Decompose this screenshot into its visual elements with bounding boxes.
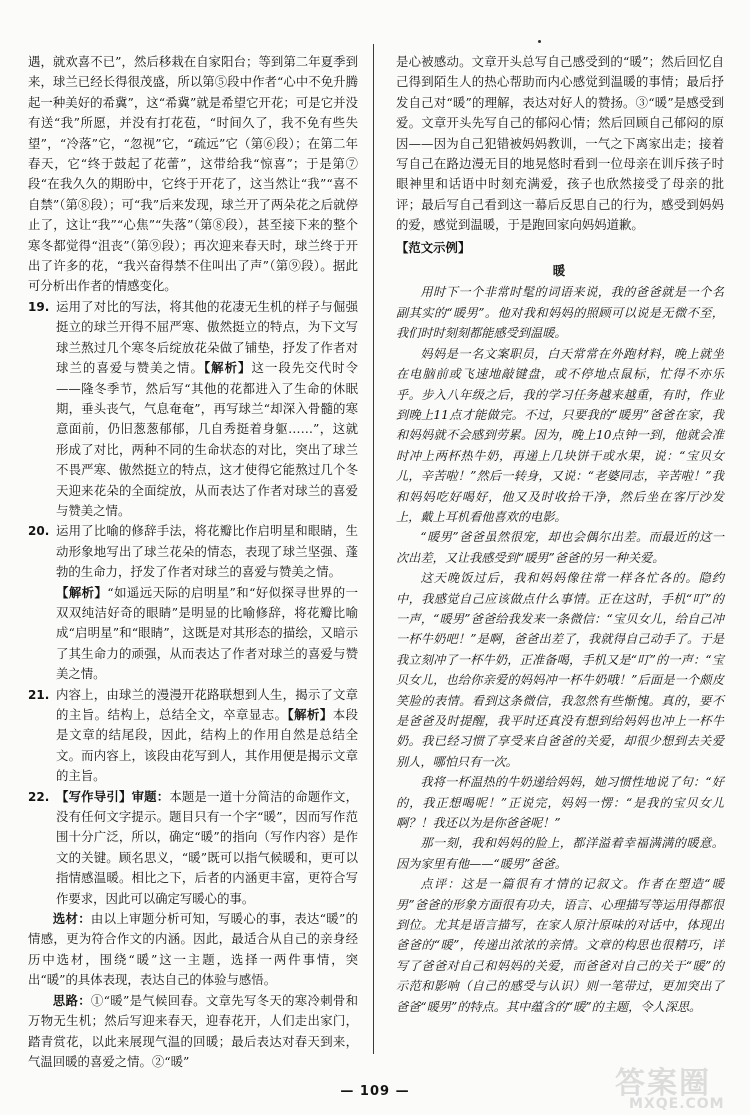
section-title: 【范文示例】	[396, 239, 471, 255]
question-number: 22.	[28, 789, 50, 804]
essay-paragraph: “暖男”爸爸虽然很宠，却也会偶尔出差。而最近的这一次出差，又让我感受到“暖男”爸爸的另一种关爱。	[396, 530, 724, 565]
essay-paragraph: 那一刻，我和妈妈的脸上，都洋溢着幸福满满的暖意。因为家里有他——“暖男”爸爸。	[396, 836, 724, 871]
analysis-tag: 【解析】	[287, 707, 333, 722]
question-number: 21.	[28, 687, 50, 702]
question-body	[56, 787, 358, 909]
analysis-text: 本段是文章的结尾段，因此，结构上的作用自然是总结全文。而内容上，该段由花写到人，其作用便是揭示文章的主旨。	[56, 707, 359, 784]
column-divider	[373, 44, 374, 1054]
comment-paragraph	[396, 874, 724, 1017]
essay-paragraph: 这天晚饭过后，我和妈妈像往常一样各忙各的。隐约中，我感觉自己应该做点什么事情。正在这时，手机“叮”的一声，“暖男”爸爸给我发来一条微信：“宝贝女儿，给自己冲一杯牛奶吧！”是啊，爸爸出差了，我就得自己动手了。于是我立刻冲了一杯牛奶，正准备喝，手机又是“叮”的一声：“宝贝女儿，也给你亲爱的妈妈冲一杯牛奶哦！”后面是一个颇皮笑脸的表情。看到这条微信，我忽然有些惭愧。真的，要不是爸爸及时提醒，我平时还真没有想到给妈妈也冲上一杯牛奶。我已经习惯了享受来自爸爸的关爱，却很少想到去关爱别人，哪怕只有一次。	[396, 571, 724, 769]
approach-continued: 是心被感动。文章开头总写自己感受到的“暖”；然后回忆自己得到陌生人的热心帮助而内心感觉到温暖的事情；最后抒发自己对“暖”的理解，表达对好人的赞扬。③“暖”是感受到爱。文章开头先写自己的郁闷心情；然后回顾自己郁闷的原因——因为自己犯错被妈妈教训，一气之下离家出走；接着写自己在路边漫无目的地晃悠时看到一位母亲在训斥孩子时眼神里和话语中时刻充满爱，孩子也欣然接受了母亲的批评；最后写自己看到这一幕后反思自己的行为，感受到妈妈的爱，感觉到温暖，于是跑回家向妈妈道歉。	[396, 54, 724, 233]
answer-text: 运用了比喻的修辞手法，将花瓣比作启明星和眼睛，生动形象地写出了球兰花朵的情态，表现了球兰坚强、蓬勃的生命力，抒发了作者对球兰的喜爱与赞美之情。	[56, 523, 358, 580]
page-number: — 109 —	[340, 1084, 410, 1099]
watermark-sub: MXQE.COM	[629, 1096, 725, 1112]
watermark-main: 答案圈	[615, 1066, 711, 1101]
answer-text: 内容上，由球兰的漫漫开花路联想到人生，揭示了文章的主旨。结构上，总结全文，卒章显志。	[56, 686, 358, 722]
answer-text: 运用了对比的写法，将其他的花凄无生机的样子与倔强挺立的球兰开得不屈严寒、傲然挺立的特点，为下文写球兰熬过几个寒冬后绽放花朵做了铺垫，抒发了作者对球兰的喜爱与赞美之情。	[56, 298, 358, 376]
question-body	[56, 685, 358, 787]
left-column	[28, 52, 358, 1072]
question-20	[28, 521, 358, 684]
essay-body	[396, 282, 724, 1017]
intro-paragraph: 遇，就欢喜不已”，然后移栽在自家阳台；等到第二年夏季到来，球兰已经长得很茂盛，所以第⑤段中作者“心中不免升腾起一种美好的希冀”，这“希冀”就是希望它开花；可是它并没有送“我”所愿，并没有打花苞，“时间久了，我不免有些失望”，“冷落”它，“忽视”它，“疏远”它（第⑥段）；在第二年春天，它“终于鼓起了花蕾”，这带给我“惊喜”；于是第⑦段“在我久久的期盼中，它终于开花了，这当然让“我”“喜不自禁”（第⑧段）；可“我”后来发现，球兰开了两朵花之后就停止了，这让“我”“心焦”“失落”（第⑧段），甚至接下来的整个寒冬都觉得“沮丧”（第⑨段）；再次迎来春天时，球兰终于开出了许多的花，“我兴奋得禁不住叫出了声”（第⑨段）。据此可分析出作者的情感变化。	[28, 54, 358, 294]
material-tag: 选材：	[52, 911, 91, 927]
right-column	[396, 52, 724, 1017]
essay-paragraph: 妈妈是一名文案职员，白天常常在外跑材料，晚上就坐在电脑前或飞速地敲键盘，或不停地点鼠标，忙得不亦乐乎。步入八年级之后，我的学习任务越来越重，有时，作业到晚上11点才能做完。不过，只要我的“暖男”爸爸在家，我和妈妈就不会感到劳累。因为，晚上10点钟一到，他就会准时冲上两杯热牛奶，再递上几块饼干或水果，说：“宝贝女儿，辛苦啦！”然后一转身，又说：“老婆同志，辛苦啦！”我和妈妈吃好喝好，他又及时收拾干净，然后坐在客厅沙发上，戴上耳机看他喜欢的电影。	[396, 346, 724, 524]
question-22	[28, 787, 358, 909]
question-body	[56, 521, 358, 684]
approach-tag: 思路：	[52, 992, 91, 1008]
review-text: 本题是一道十分简洁的命题作文，没有任何文字提示。题目只有一个字“暖”，因而写作范围十分广泛，所以，确定“暖”的指向（写作内容）是作文的关键。顾名思义，“暖”既可以指气候暖和，更可以指情感温暖。相比之下，后者的内涵更丰富，更符合写作要求，因此可以确定写暖心的事。	[56, 788, 359, 906]
question-body	[56, 297, 358, 521]
essay-paragraph: 我将一杯温热的牛奶递给妈妈，她习惯性地说了句：“好的，我正想喝呢！”正说完，妈妈一愣：“是我的宝贝女儿啊？！我还以为是你爸爸呢！”	[396, 775, 724, 831]
stray-dot	[538, 40, 541, 43]
question-number: 19.	[28, 299, 50, 314]
analysis-tag: 【解析】	[203, 360, 252, 376]
approach-text: ①“暖”是气候回春。文章先写冬天的寒冷刺骨和万物无生机；然后写迎来春天，迎春花开，人们走出家门，踏青赏花，以此来展现气温的回暖；最后表达对春天到来，气温回暖的喜爱之情。②“暖”	[28, 992, 359, 1069]
watermark-logo	[615, 1058, 745, 1110]
material-text: 由以上审题分析可知，写暖心的事，表达“暖”的情感，更为符合作文的内涵。因此，最适合从自己的亲身经历中选材，围绕“暖”这一主题，选择一两件事情，突出“暖”的具体表现，表达自己的体验与感悟。	[28, 911, 359, 988]
comment-text: 这是一篇很有才情的记叙文。作者在塑造“暖男”爸爸的形象方面很有功夫，语言、心理描写等运用得都很到位。尤其是语言描写，在家人原汁原味的对话中，体现出爸爸的“暖”，传递出浓浓的亲情。文章的构思也很精巧，详写了爸爸对自己和妈妈的关爱，而爸爸对自己的关于“暖”的示范和影响（自己的感受与认识）则一笔带过，更加突出了爸爸“暖男”的特点。其中蕴含的“暖”的主题，令人深思。	[396, 877, 725, 1014]
essay-paragraph: 用时下一个非常时髦的词语来说，我的爸爸就是一个名副其实的“暖男”。他对我和妈妈的照顾可以说是无微不至，我们时时刻刻都能感受到温暖。	[396, 285, 724, 341]
comment-tag: 点评：	[420, 877, 461, 892]
approach-paragraph	[28, 991, 358, 1073]
material-paragraph	[28, 909, 358, 991]
question-19	[28, 297, 358, 521]
question-number: 20.	[28, 524, 50, 539]
question-21	[28, 685, 358, 787]
analysis-text: “如遥远天际的启明星”和“好似探寻世界的一双双纯洁好奇的眼睛”是明显的比喻修辞，将花瓣比喻成“启明星”和“眼睛”，这既是对其形态的描绘，又暗示了其生命力的顽强，从而表达了作者对球兰的喜爱与赞美之情。	[56, 584, 358, 682]
review-tag: 审题：	[131, 788, 170, 804]
analysis-text: 这一段先交代时令——隆冬季节，然后写“其他的花都进入了生命的休眠期，垂头丧气，气息奄奄”，再写球兰“却深入骨髓的寒意面前，仍旧葱葱郁郁，几自秀挺着身躯……”，这就形成了对比，两种不同的生命状态的对比，突出了球兰不畏严寒、傲然挺立的特点，这才使得它能熬过几个冬天迎来花朵的全面绽放，从而表达了作者对球兰的喜爱与赞美之情。	[56, 360, 359, 518]
analysis-tag: 【解析】	[56, 584, 108, 600]
writing-guide-tag: 【写作导引】	[56, 788, 132, 804]
essay-title: 暖	[552, 263, 568, 279]
